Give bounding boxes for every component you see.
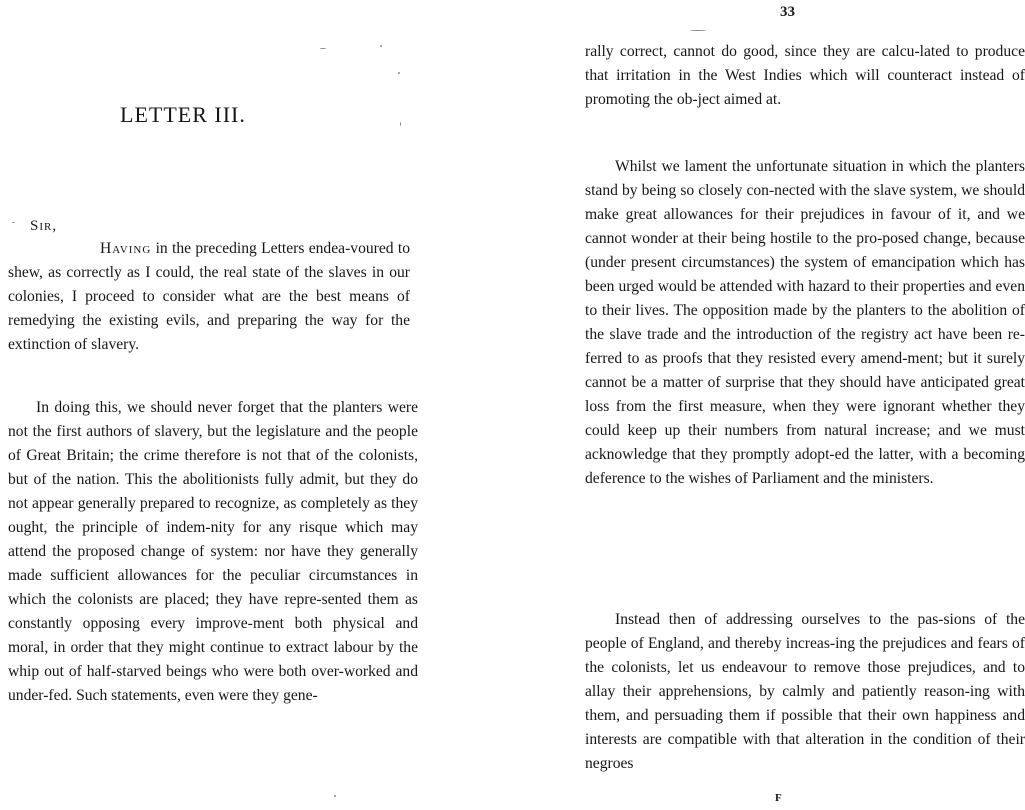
paragraph-continued: rally correct, cannot do good, since they are calcu-lated to produce that irritation in the West Indies which will counteract instead of promoting the ob-ject aimed at.	[585, 43, 1025, 108]
scan-speck	[400, 122, 401, 126]
scan-speck	[398, 72, 400, 74]
signature-mark: F	[775, 792, 782, 804]
paragraph-instead: Instead then of addressing ourselves to the pas-sions of the people of England, and thereby increas-ing the prejudices and fears of the colonists, let us endeavour to remove those prejudices, and to allay their apprehensions, by calmly and patiently reason-ing with them, and persuading them if possible that their own happiness and interests are compatible with that alteration in the condition of their negroes	[585, 611, 1025, 772]
letter-title: LETTER III.	[120, 102, 246, 127]
scan-speck	[380, 45, 382, 47]
scan-speck	[12, 222, 15, 223]
paragraph-planters: Whilst we lament the unfortunate situation in which the planters stand by being so closely con-nected with the slave system, we should make great allowances for their prejudices in favour of it, and we cannot wonder at their being hostile to the pro-posed change, because (under present circumstances) the system of emancipation which has been urged would be attended with hazard to their properties and even to their lives. The opposition made by the planters to the abolition of the slave trade and the introduction of the registry act have been re-ferred to as proofs that they resisted every amend-ment; but it surely cannot be a matter of surprise that they should have anticipated great loss from the first measure, when they were ignorant whether they could keep up their numbers from natural increase; and we must acknowledge that they promptly adopt-ed the latter, with a becoming deference to the wishes of Parliament and the ministers.	[585, 158, 1025, 487]
paragraph-1-lead: Having	[100, 240, 152, 257]
page-number: 33	[780, 4, 795, 20]
right-page	[560, 0, 1025, 810]
paragraph-2: In doing this, we should never forget that the planters were not the first authors of slavery, but the legislature and the people of Great Britain; the crime therefore is not that of the colonists, but of the nation. This the abolitionists fully admit, but they do not appear generally prepared to recognize, as completely as they ought, the principle of indem-nity for any risque which may attend the proposed change of system: nor have they generally made sufficient allowances for the peculiar circumstances in which the colonists are placed; they have repre-sented them as constantly opposing every improve-ment both physical and moral, in order that they might continue to extract labour by the whip out of half-starved beings who were both over-worked and under-fed. Such statements, even were they gene-	[8, 399, 418, 704]
scan-speck	[334, 795, 336, 797]
paragraph-1-text: in the preceding Letters endea-voured to shew, as correctly as I could, the real state of the slaves in our colonies, I proceed to consider what are the best means of remedying the existing evils, and preparing the way for the extinction of slavery.	[8, 240, 410, 353]
salutation: Sir,	[30, 218, 58, 234]
left-page	[0, 0, 490, 810]
scan-speck	[690, 30, 706, 31]
paragraph-1	[8, 237, 410, 357]
scan-speck	[320, 48, 326, 49]
